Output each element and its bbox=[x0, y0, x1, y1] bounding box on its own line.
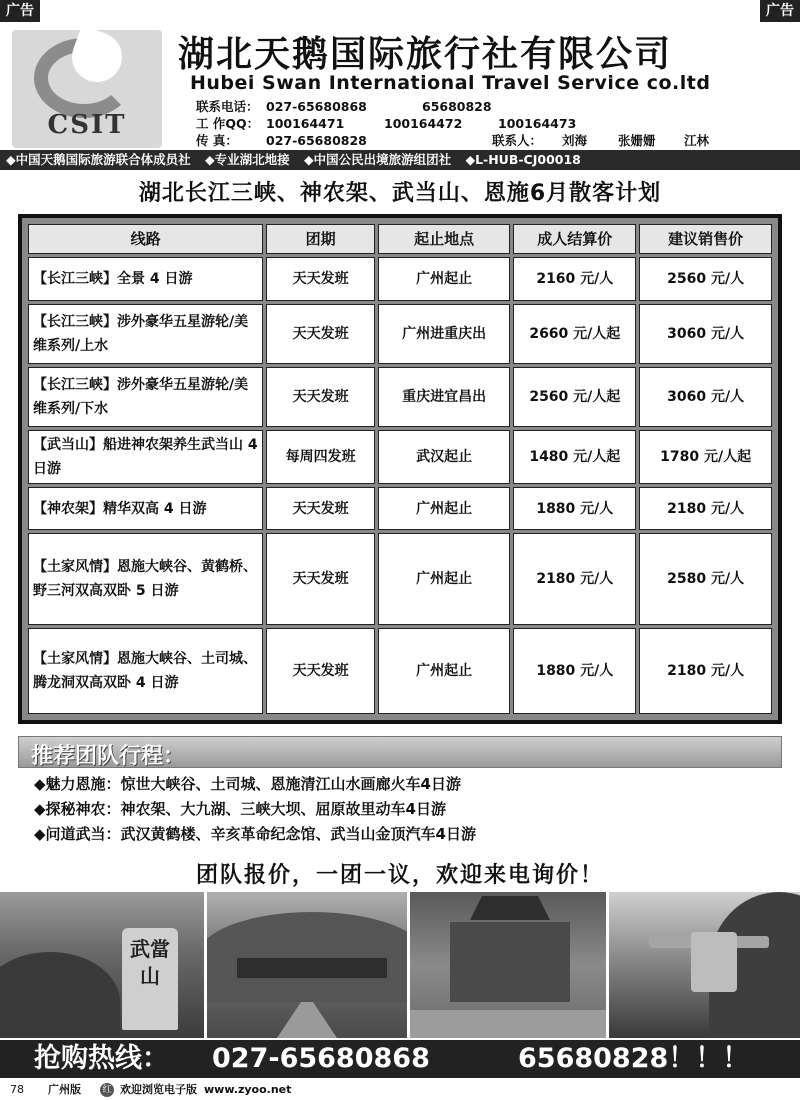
cell-schedule: 天天发班 bbox=[266, 487, 375, 529]
cell-route: 【土家风情】恩施大峡谷、黄鹤桥、野三河双高双卧 5 日游 bbox=[28, 533, 263, 625]
cell-adult-price: 1880 元/人 bbox=[513, 628, 636, 714]
recommend-list bbox=[34, 772, 476, 847]
plaza-steps bbox=[410, 1010, 606, 1038]
header-place: 起止地点 bbox=[378, 224, 510, 254]
cell-schedule: 天天发班 bbox=[266, 304, 375, 364]
member-item: ◆L-HUB-CJ00018 bbox=[465, 152, 581, 167]
cell-route: 【武当山】船进神农架养生武当山 4 日游 bbox=[28, 430, 263, 484]
cell-adult-price: 2660 元/人起 bbox=[513, 304, 636, 364]
fax-number: 027-65680828 bbox=[266, 133, 367, 148]
member-item: ◆中国公民出境旅游组团社 bbox=[303, 152, 452, 167]
photo-wudang-stone bbox=[0, 892, 204, 1038]
cell-adult-price: 2180 元/人 bbox=[513, 533, 636, 625]
phone-label: 联系电话： bbox=[196, 99, 259, 114]
cell-suggested-price: 2180 元/人 bbox=[639, 628, 772, 714]
photo-village bbox=[207, 892, 407, 1038]
cell-route: 【长江三峡】涉外豪华五星游轮/美维系列/上水 bbox=[28, 304, 263, 364]
qq-number-1: 100164471 bbox=[266, 116, 345, 131]
table-header-row bbox=[28, 224, 772, 254]
table-row bbox=[28, 533, 772, 625]
table-row bbox=[28, 487, 772, 529]
company-name-cn: 湖北天鹅国际旅行社有限公司 bbox=[178, 34, 673, 75]
cell-route: 【长江三峡】涉外豪华五星游轮/美维系列/下水 bbox=[28, 367, 263, 427]
member-item: ◆中国天鹅国际旅游联合体成员社 bbox=[6, 152, 191, 167]
hotline-bar bbox=[0, 1040, 800, 1078]
cell-suggested-price: 3060 元/人 bbox=[639, 367, 772, 427]
cell-place: 武汉起止 bbox=[378, 430, 510, 484]
footer-url[interactable]: www.zyoo.net bbox=[204, 1083, 292, 1096]
hotline-label: 抢购热线： bbox=[34, 1043, 169, 1074]
stone-gate bbox=[450, 922, 570, 1002]
badge-icon: 红 bbox=[100, 1083, 114, 1097]
photo-tusi-city bbox=[410, 892, 606, 1038]
photo-totem bbox=[609, 892, 800, 1038]
list-item: ◆探秘神农：神农架、大九湖、三峡大坝、屈原故里动车4日游 bbox=[34, 800, 446, 818]
phone-number-2: 65680828 bbox=[422, 99, 492, 114]
cell-schedule: 天天发班 bbox=[266, 533, 375, 625]
logo-text: CSIT bbox=[47, 110, 127, 140]
membership-bar bbox=[0, 150, 800, 170]
page-number: 78 bbox=[10, 1083, 24, 1096]
hotline-phone-1: 027-65680868 bbox=[212, 1043, 430, 1074]
table-row bbox=[28, 628, 772, 714]
qq-number-3: 100164473 bbox=[498, 116, 577, 131]
footer-slogan: 欢迎浏览电子版 bbox=[120, 1083, 197, 1096]
cell-place: 广州起止 bbox=[378, 487, 510, 529]
header-schedule: 团期 bbox=[266, 224, 375, 254]
village-roofs bbox=[237, 958, 387, 978]
cell-place: 广州起止 bbox=[378, 257, 510, 301]
gate-roof bbox=[470, 896, 550, 920]
table-row bbox=[28, 304, 772, 364]
contact-label: 联系人： bbox=[492, 133, 543, 148]
totem-head bbox=[691, 932, 737, 992]
list-item: ◆问道武当：武汉黄鹤楼、辛亥革命纪念馆、武当山金顶汽车4日游 bbox=[34, 825, 476, 843]
phone-number-1: 027-65680868 bbox=[266, 99, 367, 114]
hotline-phone-2: 65680828！！！ bbox=[518, 1043, 750, 1074]
mountain-shape bbox=[0, 952, 120, 1038]
cell-suggested-price: 2580 元/人 bbox=[639, 533, 772, 625]
contact-person-3: 江林 bbox=[684, 133, 710, 148]
ad-tag-right: 广告 bbox=[760, 0, 800, 22]
photo-strip bbox=[0, 892, 800, 1038]
price-table bbox=[25, 221, 775, 717]
member-item: ◆专业湖北地接 bbox=[204, 152, 290, 167]
table-row bbox=[28, 430, 772, 484]
edition-label: 广州版 bbox=[48, 1083, 81, 1096]
qq-number-2: 100164472 bbox=[384, 116, 463, 131]
header-adult-price: 成人结算价 bbox=[513, 224, 636, 254]
cell-place: 广州起止 bbox=[378, 628, 510, 714]
stone-tablet bbox=[122, 928, 178, 1030]
table-row bbox=[28, 257, 772, 301]
cell-place: 重庆进宜昌出 bbox=[378, 367, 510, 427]
table-row bbox=[28, 367, 772, 427]
list-item: ◆魅力恩施：惊世大峡谷、土司城、恩施清江山水画廊火车4日游 bbox=[34, 775, 461, 793]
cell-adult-price: 1480 元/人起 bbox=[513, 430, 636, 484]
csit-logo bbox=[12, 30, 162, 148]
qq-label: 工 作QQ： bbox=[196, 116, 260, 131]
fax-label: 传 真： bbox=[196, 133, 238, 148]
cell-place: 广州进重庆出 bbox=[378, 304, 510, 364]
cell-suggested-price: 3060 元/人 bbox=[639, 304, 772, 364]
cell-adult-price: 1880 元/人 bbox=[513, 487, 636, 529]
mountain-shape bbox=[207, 912, 407, 1002]
group-price-note: 团队报价，一团一议，欢迎来电询价！ bbox=[195, 863, 604, 888]
page-footer bbox=[0, 1080, 800, 1100]
cell-schedule: 每周四发班 bbox=[266, 430, 375, 484]
company-name-en: Hubei Swan International Travel Service co.ltd bbox=[190, 72, 711, 94]
header-route: 线路 bbox=[28, 224, 263, 254]
cell-schedule: 天天发班 bbox=[266, 367, 375, 427]
cell-adult-price: 2160 元/人 bbox=[513, 257, 636, 301]
cell-suggested-price: 2560 元/人 bbox=[639, 257, 772, 301]
cell-place: 广州起止 bbox=[378, 533, 510, 625]
ad-tag-left: 广告 bbox=[0, 0, 40, 22]
recommend-title: 推荐团队行程： bbox=[31, 744, 186, 769]
cell-route: 【长江三峡】全景 4 日游 bbox=[28, 257, 263, 301]
header-suggested-price: 建议销售价 bbox=[639, 224, 772, 254]
contact-person-2: 张姗姗 bbox=[618, 133, 656, 148]
stone-inscription: 武當山 bbox=[130, 937, 170, 988]
recommend-banner bbox=[18, 736, 782, 768]
cell-suggested-price: 1780 元/人起 bbox=[639, 430, 772, 484]
contact-person-1: 刘海 bbox=[562, 133, 588, 148]
cell-route: 【神农架】精华双高 4 日游 bbox=[28, 487, 263, 529]
cell-schedule: 天天发班 bbox=[266, 628, 375, 714]
cell-adult-price: 2560 元/人起 bbox=[513, 367, 636, 427]
cell-route: 【土家风情】恩施大峡谷、土司城、腾龙洞双高双卧 4 日游 bbox=[28, 628, 263, 714]
bridge-path bbox=[277, 1002, 337, 1038]
price-table-frame bbox=[18, 214, 782, 724]
cell-suggested-price: 2180 元/人 bbox=[639, 487, 772, 529]
cell-schedule: 天天发班 bbox=[266, 257, 375, 301]
company-header bbox=[0, 22, 800, 148]
plan-title: 湖北长江三峡、神农架、武当山、恩施6月散客计划 bbox=[138, 181, 662, 206]
